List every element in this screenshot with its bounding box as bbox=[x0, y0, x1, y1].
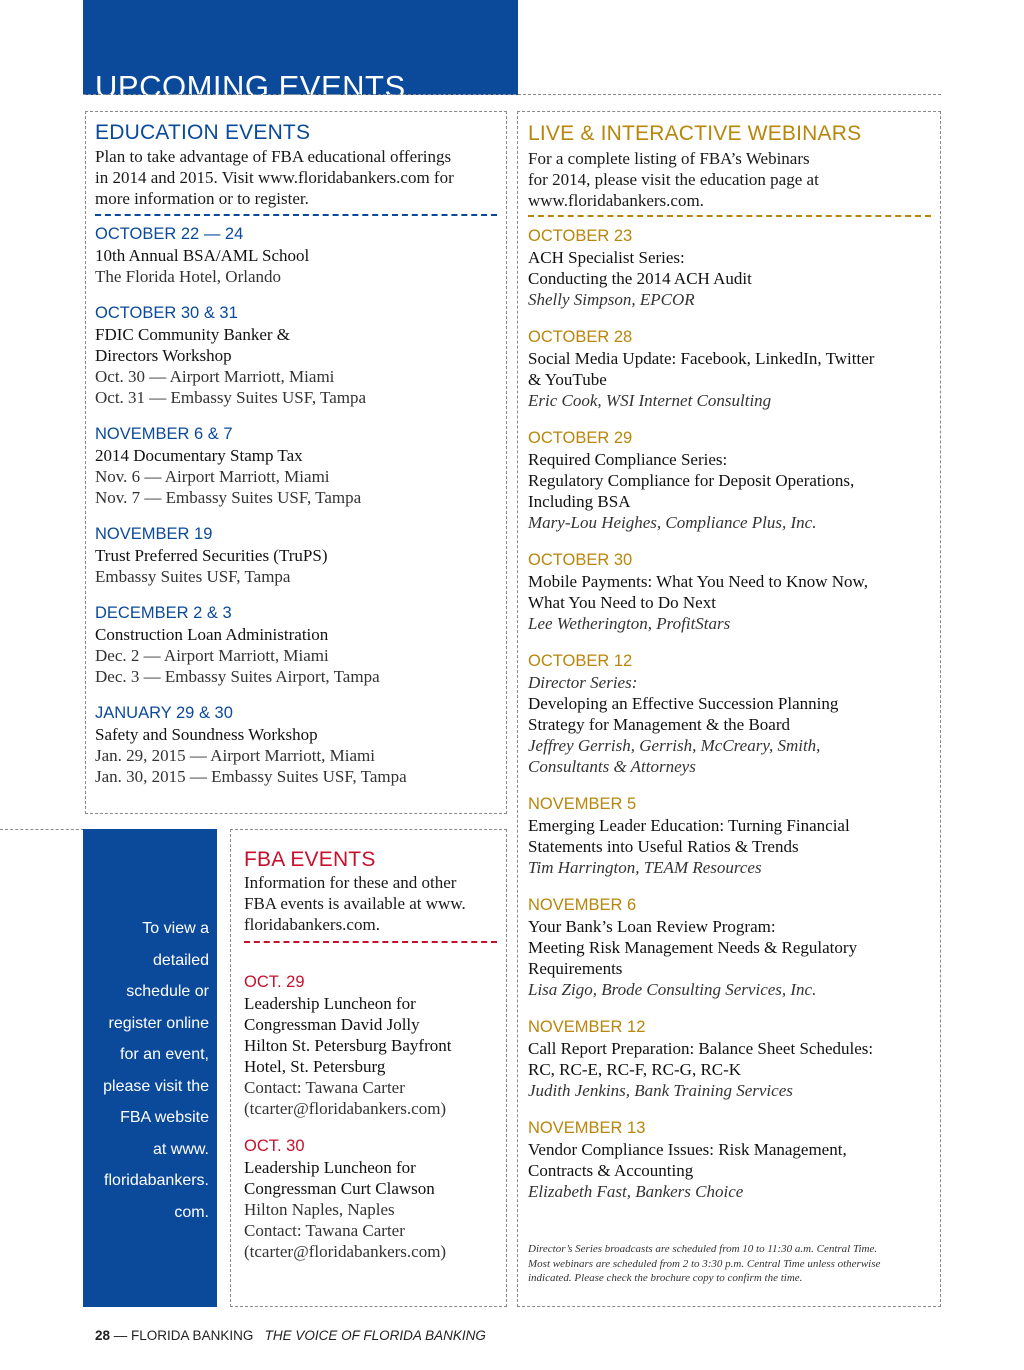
event-date: NOVEMBER 13 bbox=[528, 1119, 646, 1137]
fba-divider bbox=[244, 941, 497, 943]
event-detail: Meeting Risk Management Needs & Regulatory bbox=[528, 938, 858, 957]
event-date: OCT. 30 bbox=[244, 1137, 305, 1155]
event-detail: Elizabeth Fast, Bankers Choice bbox=[528, 1182, 744, 1201]
event-detail: Hilton St. Petersburg Bayfront bbox=[244, 1036, 452, 1055]
event-date: OCT. 29 bbox=[244, 973, 305, 991]
event-detail: Nov. 6 — Airport Marriott, Miami bbox=[95, 467, 330, 486]
event-detail: Hotel, St. Petersburg bbox=[244, 1057, 386, 1076]
event-detail: Mobile Payments: What You Need to Know Now, bbox=[528, 572, 868, 591]
header-banner bbox=[83, 0, 518, 104]
event-detail: Director Series: bbox=[528, 673, 638, 692]
event-date: JANUARY 29 & 30 bbox=[95, 704, 233, 722]
footer-dash: — bbox=[110, 1328, 132, 1343]
event-item bbox=[528, 428, 938, 533]
event-detail: Oct. 31 — Embassy Suites USF, Tampa bbox=[95, 388, 367, 407]
education-intro-line: in 2014 and 2015. Visit www.floridabankers.com for bbox=[95, 168, 454, 187]
event-item bbox=[528, 327, 938, 411]
event-detail: Regulatory Compliance for Deposit Operations, bbox=[528, 471, 855, 490]
event-item bbox=[95, 524, 500, 587]
sidebar-callout-line: schedule or bbox=[126, 983, 209, 1000]
event-detail: Statements into Useful Ratios & Trends bbox=[528, 837, 799, 856]
event-item bbox=[95, 424, 500, 508]
sidebar-callout-line: com. bbox=[174, 1203, 209, 1221]
event-item bbox=[244, 1136, 502, 1262]
event-detail: 2014 Documentary Stamp Tax bbox=[95, 446, 303, 465]
event-detail: Congressman Curt Clawson bbox=[244, 1179, 435, 1198]
event-detail: ACH Specialist Series: bbox=[528, 248, 685, 267]
webinars-footnote bbox=[528, 1242, 933, 1286]
event-detail: Consultants & Attorneys bbox=[528, 757, 696, 776]
event-detail: Jan. 30, 2015 — Embassy Suites USF, Tampa bbox=[95, 767, 407, 786]
sidebar-callout-text bbox=[87, 913, 209, 1228]
event-detail: RC, RC-E, RC-F, RC-G, RC-K bbox=[528, 1060, 742, 1079]
event-item bbox=[95, 224, 500, 287]
event-detail: Eric Cook, WSI Internet Consulting bbox=[528, 391, 772, 410]
event-detail: Judith Jenkins, Bank Training Services bbox=[528, 1081, 793, 1100]
sidebar-callout-line: floridabankers. bbox=[104, 1172, 209, 1189]
event-item bbox=[95, 603, 500, 687]
event-item bbox=[528, 1118, 938, 1202]
event-detail: Lee Wetherington, ProfitStars bbox=[528, 614, 731, 633]
fba-intro-line: FBA events is available at www. bbox=[244, 894, 466, 913]
event-date: NOVEMBER 6 bbox=[528, 896, 637, 914]
fba-intro-line: Information for these and other bbox=[244, 873, 457, 892]
event-detail: Vendor Compliance Issues: Risk Management, bbox=[528, 1140, 847, 1159]
fba-event-list bbox=[244, 972, 502, 1262]
event-detail: Directors Workshop bbox=[95, 346, 232, 365]
event-detail: Contact: Tawana Carter bbox=[244, 1221, 405, 1240]
sidebar-callout-line: register online bbox=[108, 1014, 209, 1032]
event-detail: Conducting the 2014 ACH Audit bbox=[528, 269, 752, 288]
event-date: NOVEMBER 19 bbox=[95, 525, 213, 543]
event-detail: Embassy Suites USF, Tampa bbox=[95, 567, 291, 586]
publication-name: FLORIDA BANKING bbox=[131, 1328, 254, 1343]
event-date: OCTOBER 30 bbox=[528, 551, 633, 569]
event-date: OCTOBER 23 bbox=[528, 227, 633, 245]
event-detail: (tcarter@floridabankers.com) bbox=[244, 1099, 447, 1118]
event-detail: Leadership Luncheon for bbox=[244, 994, 416, 1013]
event-detail: 10th Annual BSA/AML School bbox=[95, 246, 310, 265]
event-detail: Hilton Naples, Naples bbox=[244, 1200, 395, 1219]
education-event-list bbox=[95, 224, 500, 787]
sidebar-callout bbox=[83, 829, 217, 1307]
sidebar-callout-line: for an event, bbox=[120, 1046, 209, 1063]
webinars-title: LIVE & INTERACTIVE WEBINARS bbox=[528, 122, 862, 145]
header-divider bbox=[83, 94, 941, 95]
event-detail: Emerging Leader Education: Turning Financial bbox=[528, 816, 850, 835]
event-item bbox=[528, 226, 938, 310]
education-intro-line: Plan to take advantage of FBA educational offerings bbox=[95, 147, 452, 166]
event-detail: Trust Preferred Securities (TruPS) bbox=[95, 546, 328, 565]
event-item bbox=[528, 1017, 938, 1101]
event-detail: Social Media Update: Facebook, LinkedIn, Twitter bbox=[528, 349, 875, 368]
event-item bbox=[528, 550, 938, 634]
event-detail: FDIC Community Banker & bbox=[95, 325, 291, 344]
event-detail: Construction Loan Administration bbox=[95, 625, 329, 644]
publication-tagline: THE VOICE OF FLORIDA BANKING bbox=[264, 1328, 486, 1343]
event-detail: Developing an Effective Succession Planning bbox=[528, 694, 839, 713]
event-date: OCTOBER 30 & 31 bbox=[95, 304, 238, 322]
sidebar-callout-line: To view a bbox=[142, 920, 209, 937]
event-detail: Your Bank’s Loan Review Program: bbox=[528, 917, 776, 936]
event-detail: Safety and Soundness Workshop bbox=[95, 725, 318, 744]
webinars-intro-line: for 2014, please visit the education page at bbox=[528, 170, 819, 189]
event-item bbox=[95, 703, 500, 787]
event-item bbox=[528, 895, 938, 1000]
event-date: OCTOBER 22 — 24 bbox=[95, 225, 244, 243]
event-detail: Oct. 30 — Airport Marriott, Miami bbox=[95, 367, 335, 386]
event-detail: Required Compliance Series: bbox=[528, 450, 728, 469]
fba-intro-line: floridabankers.com. bbox=[244, 915, 380, 934]
event-detail: (tcarter@floridabankers.com) bbox=[244, 1242, 447, 1261]
event-detail: & YouTube bbox=[528, 370, 607, 389]
event-date: NOVEMBER 12 bbox=[528, 1018, 646, 1036]
fba-events-title: FBA EVENTS bbox=[244, 848, 376, 871]
event-detail: Mary-Lou Heighes, Compliance Plus, Inc. bbox=[528, 513, 817, 532]
footnote-line: Most webinars are scheduled from 2 to 3:30 p.m. Central Time unless otherwise bbox=[528, 1257, 881, 1270]
event-date: NOVEMBER 5 bbox=[528, 795, 637, 813]
event-date: OCTOBER 29 bbox=[528, 429, 633, 447]
sidebar-divider bbox=[0, 829, 84, 830]
event-detail: Contact: Tawana Carter bbox=[244, 1078, 405, 1097]
sidebar-callout-line: FBA website bbox=[120, 1109, 209, 1126]
event-detail: Jan. 29, 2015 — Airport Marriott, Miami bbox=[95, 746, 376, 765]
event-item bbox=[528, 794, 938, 878]
event-date: OCTOBER 28 bbox=[528, 328, 633, 346]
webinars-intro-line: www.floridabankers.com. bbox=[528, 191, 704, 210]
event-detail: What You Need to Do Next bbox=[528, 593, 716, 612]
education-intro bbox=[95, 146, 454, 209]
event-detail: Leadership Luncheon for bbox=[244, 1158, 416, 1177]
footnote-line: Director’s Series broadcasts are scheduled from 10 to 11:30 a.m. Central Time. bbox=[528, 1243, 878, 1255]
event-detail: Nov. 7 — Embassy Suites USF, Tampa bbox=[95, 488, 362, 507]
event-date: OCTOBER 12 bbox=[528, 652, 633, 670]
webinars-intro bbox=[528, 148, 819, 211]
sidebar-callout-line: at www. bbox=[152, 1140, 209, 1158]
event-detail: Including BSA bbox=[528, 492, 631, 511]
event-detail: Jeffrey Gerrish, Gerrish, McCreary, Smith, bbox=[528, 736, 821, 755]
event-detail: Call Report Preparation: Balance Sheet Schedules: bbox=[528, 1039, 874, 1058]
webinars-event-list bbox=[528, 226, 938, 1202]
sidebar-callout-line: please visit the bbox=[103, 1077, 209, 1095]
education-divider bbox=[95, 214, 497, 216]
page-title: UPCOMING EVENTS bbox=[95, 68, 406, 104]
event-item bbox=[244, 972, 502, 1119]
sidebar-callout-line: detailed bbox=[152, 951, 209, 969]
event-detail: Requirements bbox=[528, 959, 623, 978]
event-item bbox=[95, 303, 500, 408]
page-footer bbox=[95, 1328, 486, 1343]
event-detail: Shelly Simpson, EPCOR bbox=[528, 290, 695, 309]
event-detail: Dec. 3 — Embassy Suites Airport, Tampa bbox=[95, 667, 380, 686]
webinars-divider bbox=[528, 215, 931, 217]
event-detail: Contracts & Accounting bbox=[528, 1161, 694, 1180]
fba-intro bbox=[244, 872, 466, 935]
event-item bbox=[528, 651, 938, 777]
event-detail: Tim Harrington, TEAM Resources bbox=[528, 858, 762, 877]
event-detail: Congressman David Jolly bbox=[244, 1015, 420, 1034]
event-detail: Dec. 2 — Airport Marriott, Miami bbox=[95, 646, 329, 665]
event-detail: The Florida Hotel, Orlando bbox=[95, 267, 282, 286]
event-date: NOVEMBER 6 & 7 bbox=[95, 425, 233, 443]
education-events-title: EDUCATION EVENTS bbox=[95, 121, 311, 144]
webinars-intro-line: For a complete listing of FBA’s Webinars bbox=[528, 149, 810, 168]
event-detail: Lisa Zigo, Brode Consulting Services, Inc. bbox=[528, 980, 817, 999]
event-date: DECEMBER 2 & 3 bbox=[95, 604, 232, 622]
education-intro-line: more information or to register. bbox=[95, 189, 309, 208]
page-number: 28 bbox=[95, 1328, 111, 1343]
footnote-line: indicated. Please check the brochure copy to confirm the time. bbox=[528, 1272, 803, 1284]
event-detail: Strategy for Management & the Board bbox=[528, 715, 791, 734]
